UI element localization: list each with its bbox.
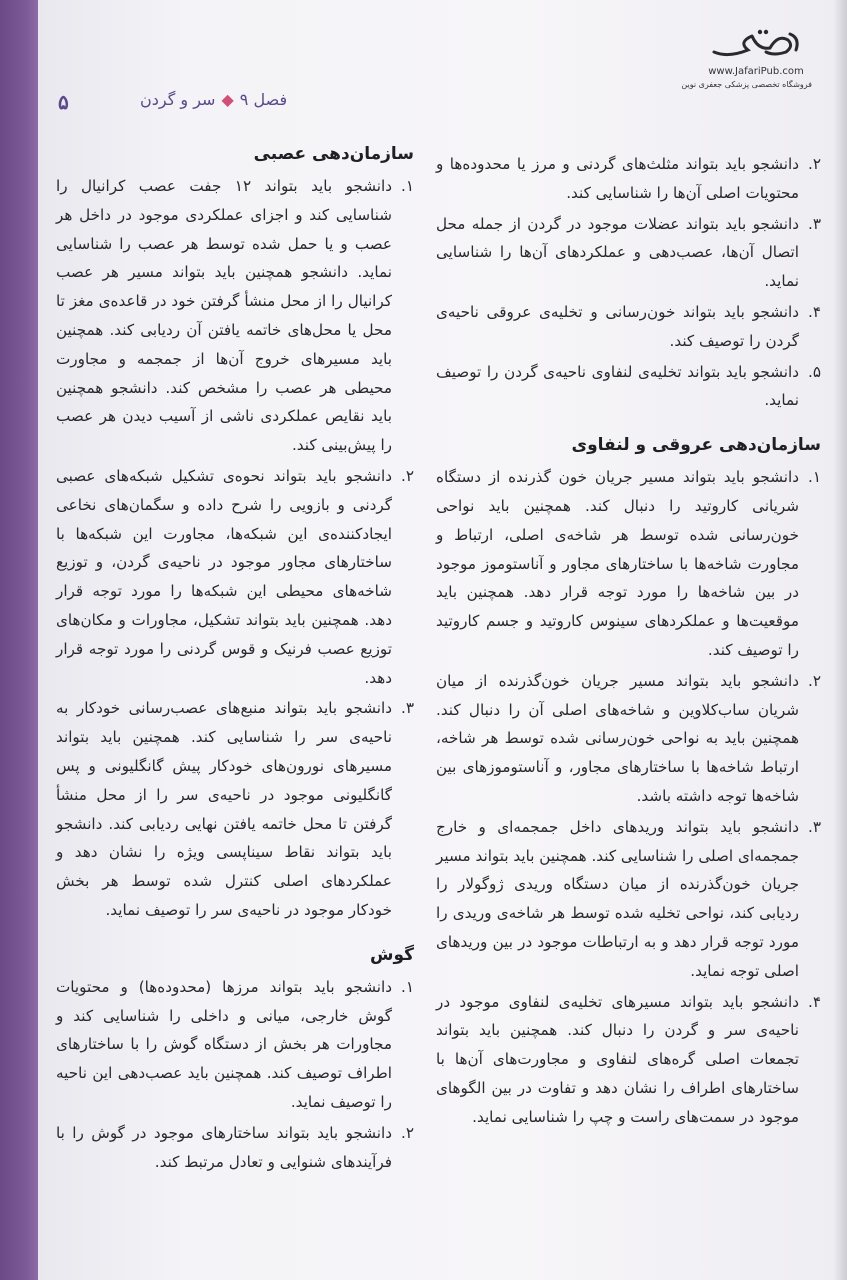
list-item: ۳. دانشجو باید بتواند عضلات موجود در گردن از جمله محل اتصال آن‌ها، عصب‌دهی و عملکردهای آن‌ها را شناسایی نماید. — [436, 214, 821, 291]
running-header — [140, 90, 287, 109]
right-column — [436, 150, 821, 1134]
list-item: ۱. دانشجو باید بتواند مرزها (محدوده‌ها) و محتویات گوش خارجی، میانی و داخلی را شناسایی کند و مجاورات هر بخش از دستگاه گوش را با ساختارهای اطراف توصیف کند. همچنین باید عصب‌دهی این ناحیه را توصیف نماید. — [56, 977, 414, 1111]
list-item: ۲. دانشجو باید بتواند نحوه‌ی تشکیل شبکه‌های عصبی گردنی و بازویی را شرح داده و سگمان‌های نخاعی ایجادکننده‌ی این شبکه‌ها، مجاورت این شبکه‌ها با ساختارهای مجاور موجود در ناحیه‌ی گردن، و توزیع شاخه‌های محیطی این شبکه‌ها را مورد توجه قرار دهد. همچنین باید بتواند تشکیل، مجاورات و مکان‌های توزیع عصب فرنیک و قوس گردنی را مورد توجه قرار دهد. — [56, 466, 414, 687]
list-item: ۵. دانشجو باید بتواند تخلیه‌ی لنفاوی ناحیه‌ی گردن را توصیف نماید. — [436, 362, 821, 410]
list-item: ۴. دانشجو باید بتواند خون‌رسانی و تخلیه‌ی عروقی ناحیه‌ی گردن را توصیف کند. — [436, 302, 821, 350]
section-heading-ear: گوش — [369, 944, 414, 965]
list-item: ۲. دانشجو باید بتواند ساختارهای موجود در گوش را با فرآیندهای شنوایی و تعادل مرتبط کند. — [56, 1123, 414, 1171]
list-item: ۲. دانشجو باید بتواند مثلث‌های گردنی و مرز یا محدوده‌ها و محتویات اصلی آن‌ها را شناسایی کند. — [436, 155, 821, 202]
list-item: ۱. دانشجو باید بتواند ۱۲ جفت عصب کرانیال را شناسایی کند و اجزای عملکردی موجود در داخل هر عصب و یا حمل شده توسط هر عصب را شناسایی نماید. دانشجو همچنین باید بتواند مسیر هر عصب کرانیال را از محل منشأ گرفتن خود در قاعده‌ی مغز تا محل یا محل‌های خاتمه یافتن آن ردیابی کند. همچنین باید مسیرهای خروج آن‌ها از جمجمه و مجاورت محیطی هر عصب را مشخص کند. دانشجو همچنین باید نقایص عملکردی ناشی از آسیب دیدن هر عصب را پیش‌بینی کند. — [56, 177, 414, 455]
chapter-title: سر و گردن — [140, 90, 216, 109]
list-item: ۴. دانشجو باید بتواند مسیرهای تخلیه‌ی لنفاوی موجود در ناحیه‌ی سر و گردن را دنبال کند. همچنین باید بتواند تجمعات اصلی گره‌های لنفاوی و مجاورت‌های آن‌ها با ساختارهای اطراف را نشان دهد و تفاوت در بین الگوهای موجود در سمت‌های راست و چپ را شناسایی نماید. — [436, 992, 821, 1126]
bullet-icon: ◆ — [221, 90, 234, 109]
publisher-logo-icon — [708, 28, 804, 64]
page-edge-shadow — [833, 0, 847, 1280]
section-heading-vascular: سازمان‌دهی عروقی و لنفاوی — [571, 435, 821, 456]
book-spine — [0, 0, 38, 1280]
publisher-url: www.JafariPub.com — [708, 66, 804, 77]
section-heading-neural: سازمان‌دهی عصبی — [253, 144, 414, 164]
publisher-name: فروشگاه تخصصی پزشکی جعفری نوین — [681, 80, 812, 89]
publisher-logo — [681, 28, 812, 89]
page-number: ۵ — [58, 90, 69, 114]
list-item: ۳. دانشجو باید بتواند منبع‌های عصب‌رسانی خودکار به ناحیه‌ی سر را شناسایی کند. همچنین باید بتواند مسیرهای نورون‌های خودکار پیش گانگلیونی و پس گانگلیونی موجود در ناحیه‌ی سر را از محل منشأ گرفتن تا محل خاتمه یافتن نهایی ردیابی کند. دانشجو باید بتواند نقاط سیناپسی ویژه را نشان دهد و عملکردهای اصلی کنترل شده توسط هر بخش خودکار موجود در ناحیه‌ی سر را توصیف نماید. — [56, 699, 414, 919]
list-item: ۳. دانشجو باید بتواند وریدهای داخل جمجمه‌ای و خارج جمجمه‌ای اصلی را شناسایی کند. همچنین باید بتواند مسیر جریان خون‌گذرنده از میان دستگاه وریدی ژوگولار را ردیابی کند، نواحی تخلیه شده توسط هر شاخه‌ی وریدی را مورد توجه قرار دهد و به ارتباطات موجود در بین وریدهای اصلی توجه نماید. — [436, 817, 821, 980]
left-column — [56, 140, 414, 1178]
chapter-label: فصل ۹ — [239, 90, 288, 109]
list-item: ۲. دانشجو باید بتواند مسیر جریان خون‌گذرنده از میان شریان ساب‌کلاوین و شاخه‌های اصلی آن را دنبال کند. همچنین باید به نواحی خون‌رسانی شده توسط هر شاخه، ارتباط شاخه‌ها با ساختارهای مجاور، و آناستوموزهای بین شاخه‌ها توجه داشته باشد. — [436, 671, 821, 805]
list-item: ۱. دانشجو باید بتواند مسیر جریان خون گذرنده از دستگاه شریانی کاروتید را دنبال کند. همچنین باید نواحی خون‌رسانی شده توسط هر شاخه‌ی اصلی، ارتباط و مجاورت شاخه‌ها با ساختارهای مجاور و آناستوموز موجود در بین شاخه‌ها را مورد توجه قرار دهد. همچنین باید موقعیت‌ها و عملکردهای سینوس کاروتید و جسم کاروتید را توصیف کند. — [436, 468, 821, 659]
